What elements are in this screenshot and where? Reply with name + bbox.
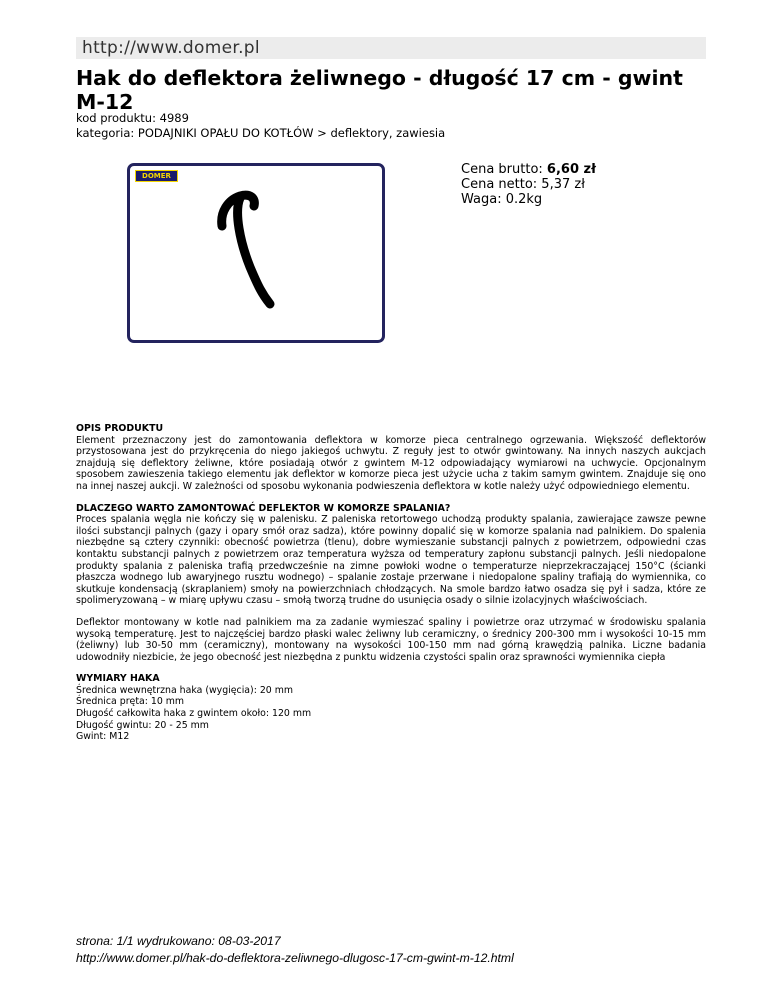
dimension-line: Gwint: M12 [76,731,130,743]
why-heading: DLACZEGO WARTO ZAMONTOWAĆ DEFLEKTOR W KOMORZE SPALANIA? [76,502,451,514]
gross-price [461,162,596,178]
print-info: strona: 1/1 wydrukowano: 08-03-2017 [76,934,281,948]
dimension-line: Długość gwintu: 20 - 25 mm [76,719,209,731]
product-description [76,423,706,743]
gross-price-value: 6,60 zł [546,162,596,177]
gross-price-label: Cena brutto: [461,162,547,177]
domer-logo: DOMER [135,170,178,182]
source-url: http://www.domer.pl/hak-do-deflektora-zeliwnego-dlugosc-17-cm-gwint-m-12.html [76,951,514,965]
description-heading: OPIS PRODUKTU [76,423,164,434]
product-category: kategoria: PODAJNIKI OPAŁU DO KOTŁÓW > deflektory, zawiesia [76,126,446,140]
product-code: kod produktu: 4989 [76,111,189,125]
dimension-line: Średnica wewnętrzna haka (wygięcia): 20 mm [76,684,294,696]
hook-product-image [210,182,310,312]
product-weight: Waga: 0.2kg [461,192,543,207]
dimensions-heading: WYMIARY HAKA [76,673,160,685]
why-text-1: Proces spalania węgla nie kończy się w palenisku. Z paleniska retortowego uchodzą produkty spalania, zawierające zawsze pewne ilości substancji palnych (gazy i opary smół oraz sadza), które powinny dopalić się w komorze spalania nad palnikiem. Do spalenia niezbędne są cztery czynniki: obecność powietrza (tlenu), dobre wymieszanie substancji palnych z powietrzem, odpowiedni czas kontaktu substancji palnych z powietrzem oraz temperatura wyższa od temperatury zapłonu substancji palnych. Jeśli niedopalone produkty spalania z paleniska trafią przedwcześnie na zimne powłoki wodne o temperaturze nieprzekraczającej 150°C (ścianki płaszcza wodnego lub awaryjnego rusztu wodnego) – spalanie zostaje przerwane i niedopalone spaliny trafiają do wymiennika, co skutkuje kondensacją (skraplaniem) smoły na powierzchniach chłodzących. Na smole bardzo łatwo osadza się pył i sadza, które ze spolimeryzowaną – w miarę upływu czasu – smołą tworzą trudne do usunięcia osady o silnie izolacyjnych właściwościach. [76,514,706,607]
net-price: Cena netto: 5,37 zł [461,177,585,192]
why-text-2: Deflektor montowany w kotle nad palnikiem ma za zadanie wymieszać spaliny i powietrze oraz utrzymać w środowisku spalania wysoką temperaturę. Jest to najczęściej bardzo płaski walec żeliwny lub ceramiczny, o średnicy 200-300 mm i wysokości 10-15 mm (żeliwny) lub 30-50 mm (ceramiczny), montowany na wysokości 100-150 mm nad górną krawędzią palnika. Liczne badania udowodniły niezbicie, że jego obecność jest niezbędna z punktu widzenia czystości spalin oraz sprawności wymiennika ciepła [76,616,706,663]
description-text: Element przeznaczony jest do zamontowania deflektora w komorze pieca centralnego ogrzewania. Większość deflektorów przystosowana jest do przykręcenia do niego jakiegoś uchwytu. Z reguły jest to otwór gwintowany. Na innych naszych aukcjach znajdują się deflektory żeliwne, które posiadają otwór z gwintem M-12 odpowiadający wymiarowi na uchwycie. Opcjonalnym sposobem zawieszenia takiego elementu jak deflektor w komorze pieca jest użycie ucha z takim samym gwintem. Znajduje się ono na innej naszej aukcji. W zależności od sposobu wykonania podwieszenia deflektora w kotle należy użyć odpowiedniego elementu. [76,434,706,492]
dimension-line: Długość całkowita haka z gwintem około: 120 mm [76,708,312,720]
product-title: Hak do deflektora żeliwnego - długość 17 cm - gwint M-12 [76,66,683,114]
dimension-line: Średnica pręta: 10 mm [76,696,185,708]
site-url-header: http://www.domer.pl [76,37,706,59]
product-image-frame [127,163,385,343]
